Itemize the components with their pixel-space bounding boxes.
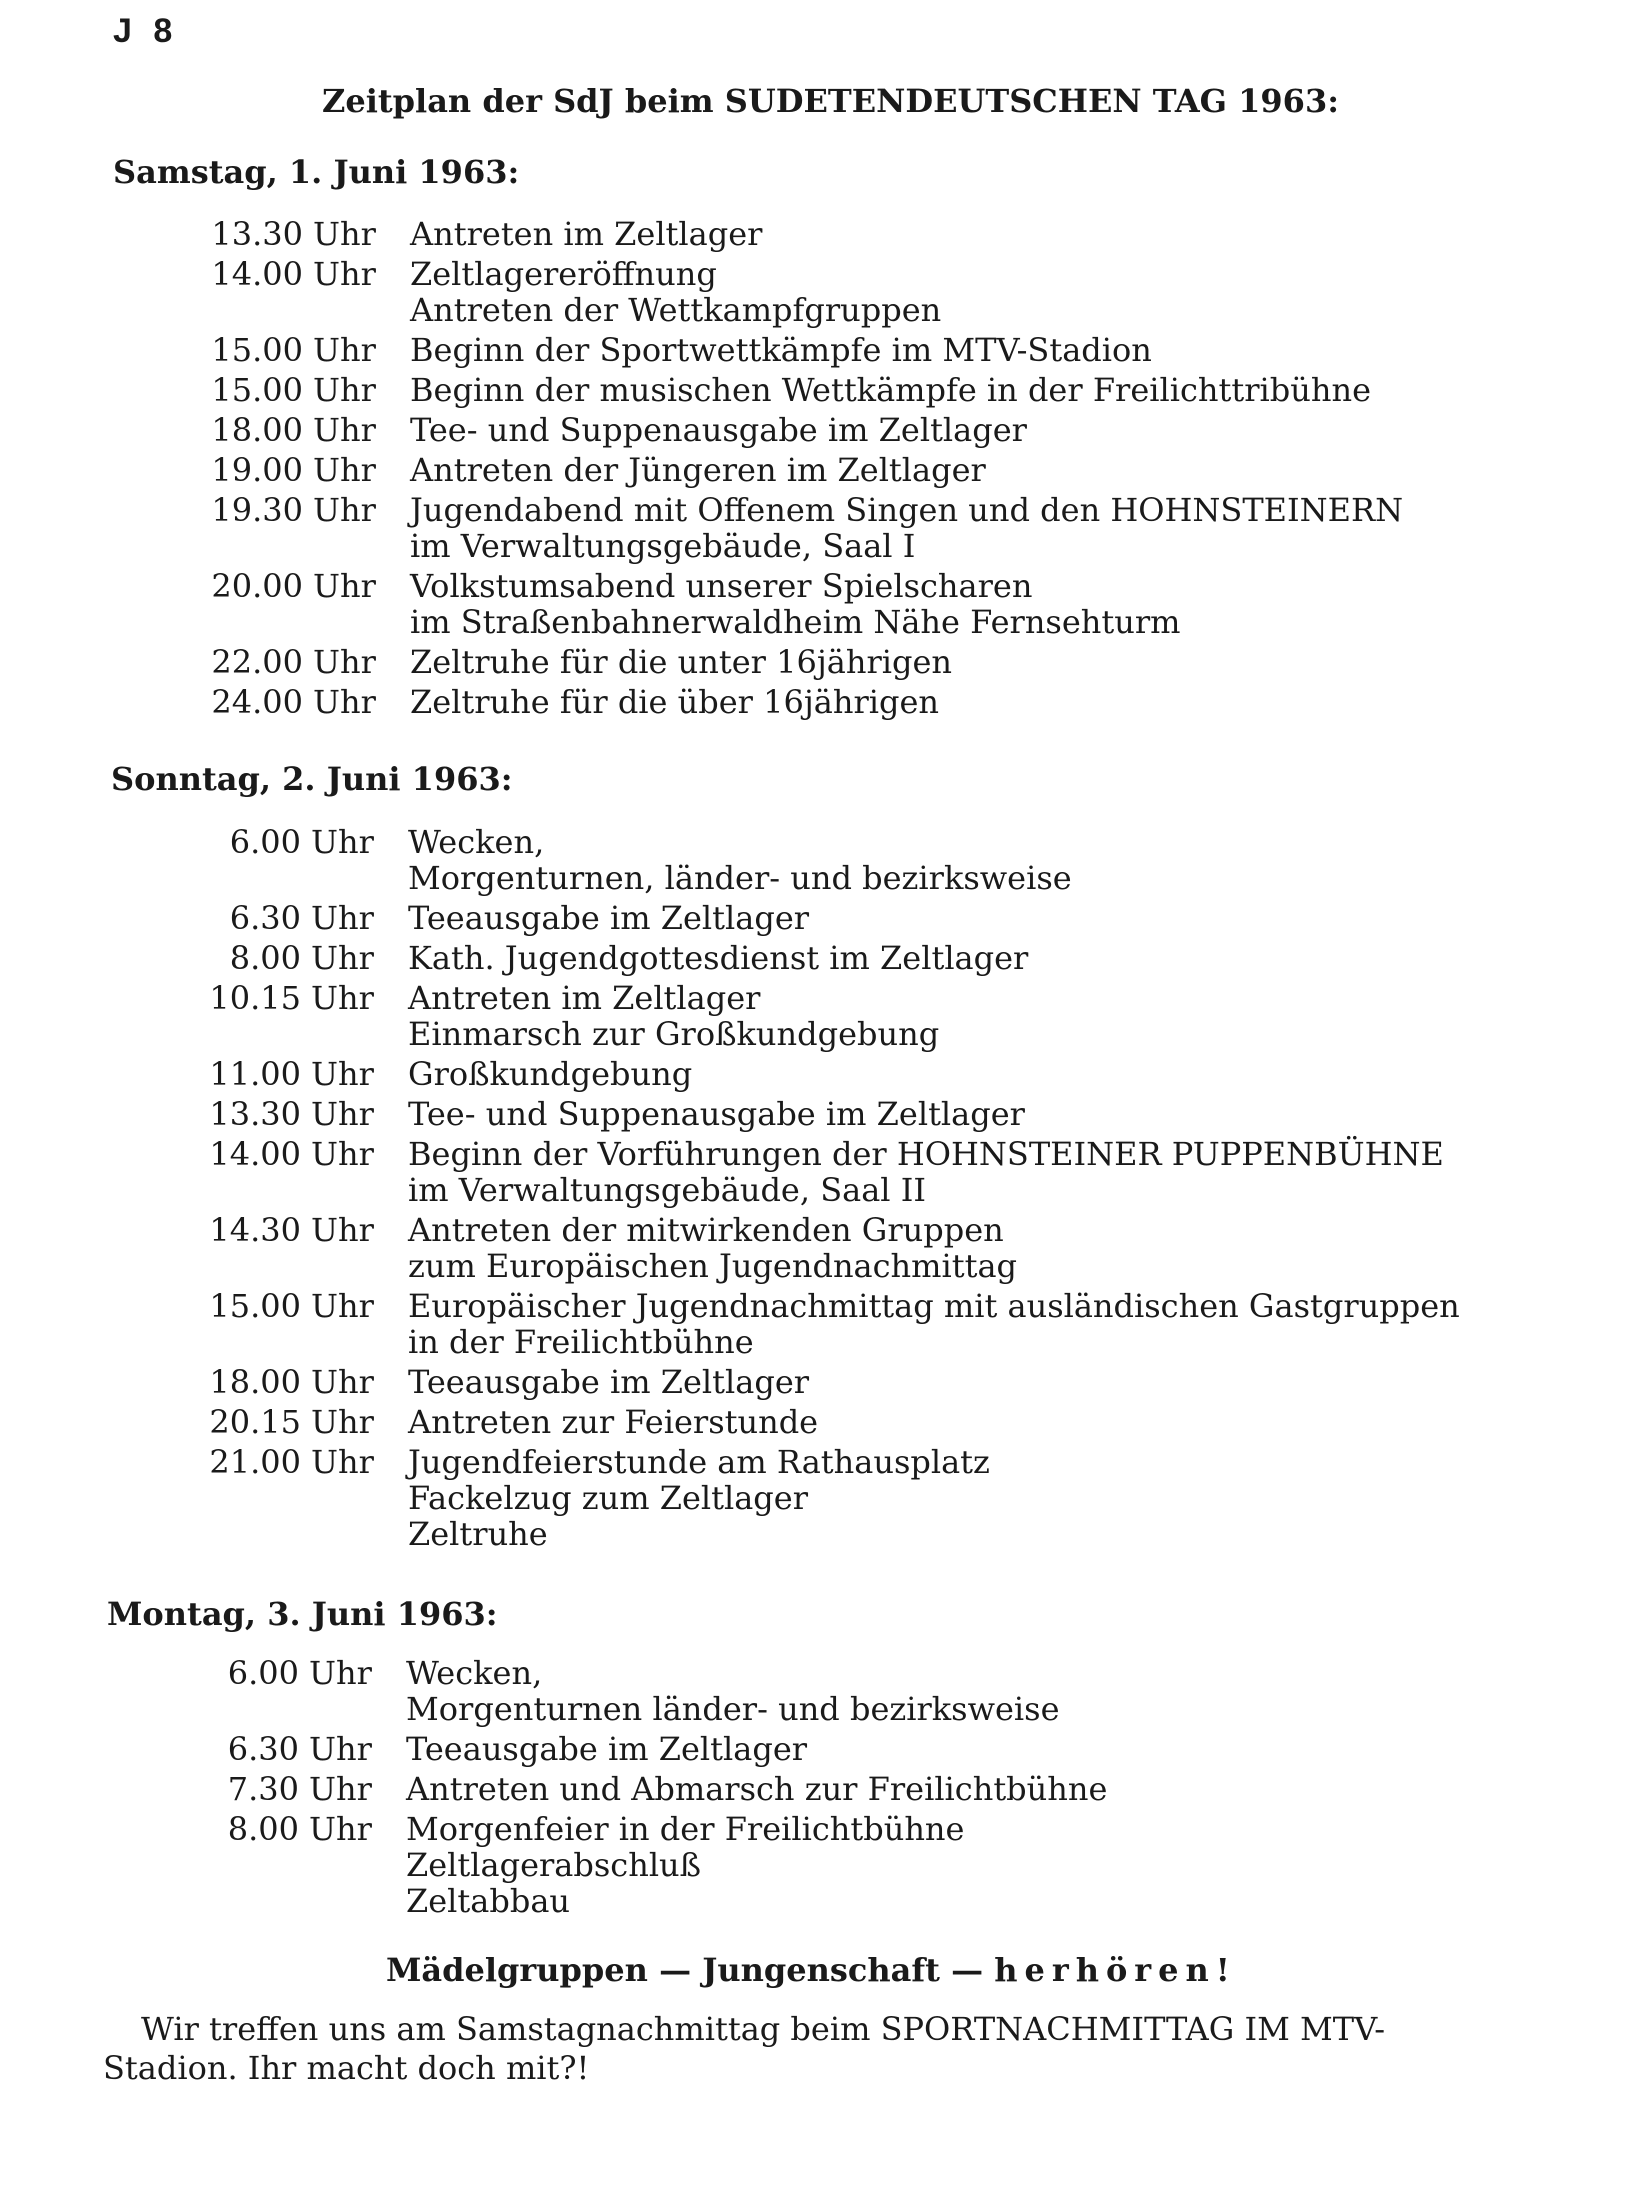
entry-description-line: im Verwaltungsgebäude, Saal I xyxy=(410,527,916,565)
entry-description-line: Antreten der Wettkampfgruppen xyxy=(410,291,942,329)
entry-time: 19.00 xyxy=(211,451,303,489)
entry-time: 6.00 xyxy=(229,823,301,861)
entry-description xyxy=(408,1096,1025,1132)
entry-description-line: Antreten zur Feierstunde xyxy=(408,1403,819,1441)
entry-time: 14.00 xyxy=(211,255,303,293)
entry-unit: Uhr xyxy=(313,331,376,369)
entry-description-line: Teeausgabe im Zeltlager xyxy=(408,899,810,937)
entry-description-line: Zeltruhe xyxy=(408,1515,548,1553)
entry-time: 7.30 xyxy=(227,1770,299,1808)
entry-unit: Uhr xyxy=(313,255,376,293)
entry-description xyxy=(408,940,1028,976)
entry-unit: Uhr xyxy=(309,1730,372,1768)
entry-description-line: Zeltlagerabschluß xyxy=(406,1846,702,1884)
entry-description xyxy=(408,1056,692,1092)
entry-description-line: Zeltruhe für die über 16jährigen xyxy=(410,683,940,721)
entry-unit: Uhr xyxy=(309,1810,372,1848)
notice-line-1: Wir treffen uns am Samstagnachmittag beim SPORTNACHMITTAG IM MTV- xyxy=(141,2010,1386,2048)
entry-description-line: zum Europäischen Jugendnachmittag xyxy=(408,1247,1018,1285)
entry-time: 6.30 xyxy=(227,1730,299,1768)
entry-time: 15.00 xyxy=(211,371,303,409)
entry-unit: Uhr xyxy=(313,643,376,681)
entry-description-line: Antreten der mitwirkenden Gruppen xyxy=(408,1211,1004,1249)
entry-time: 14.30 xyxy=(209,1211,301,1249)
entry-description-line: Wecken, xyxy=(408,823,545,861)
entry-description-line: Einmarsch zur Großkundgebung xyxy=(408,1015,940,1053)
entry-description-line: Antreten im Zeltlager xyxy=(410,215,763,253)
entry-description-line: Morgenturnen länder- und bezirksweise xyxy=(406,1690,1060,1728)
entry-description-line: Zeltruhe für die unter 16jährigen xyxy=(410,643,953,681)
notice-heading xyxy=(386,1951,1237,1989)
entry-description-line: Zeltlagereröffnung xyxy=(410,255,717,293)
entry-description xyxy=(410,684,939,720)
notice-body xyxy=(103,2010,1543,2088)
entry-description xyxy=(408,980,939,1052)
entry-time: 22.00 xyxy=(211,643,303,681)
entry-description xyxy=(406,1731,807,1767)
entry-unit: Uhr xyxy=(313,411,376,449)
entry-time: 11.00 xyxy=(209,1055,301,1093)
entry-time: 10.15 xyxy=(209,979,301,1017)
entry-unit: Uhr xyxy=(311,1287,374,1325)
entry-description-line: Beginn der Sportwettkämpfe im MTV-Stadion xyxy=(410,331,1152,369)
entry-unit: Uhr xyxy=(311,939,374,977)
entry-description xyxy=(410,256,941,328)
entry-description xyxy=(410,372,1371,408)
entry-time: 13.30 xyxy=(211,215,303,253)
entry-time: 19.30 xyxy=(211,491,303,529)
entry-unit: Uhr xyxy=(311,1363,374,1401)
notice-heading-call: herhören! xyxy=(994,1951,1237,1989)
entry-description xyxy=(408,1444,990,1552)
entry-description-line: Zeltabbau xyxy=(406,1882,570,1920)
entry-description xyxy=(408,1136,1444,1208)
entry-description-line: Beginn der musischen Wettkämpfe in der Freilichttribühne xyxy=(410,371,1371,409)
entry-unit: Uhr xyxy=(313,371,376,409)
entry-unit: Uhr xyxy=(311,979,374,1017)
entry-description-line: Jugendabend mit Offenem Singen und den HOHNSTEINERN xyxy=(410,491,1404,529)
entry-description-line: Jugendfeierstunde am Rathausplatz xyxy=(408,1443,990,1481)
entry-unit: Uhr xyxy=(311,1211,374,1249)
entry-description-line: Antreten und Abmarsch zur Freilichtbühne xyxy=(406,1770,1108,1808)
entry-description-line: Morgenfeier in der Freilichtbühne xyxy=(406,1810,965,1848)
entry-description xyxy=(410,492,1403,564)
entry-unit: Uhr xyxy=(313,567,376,605)
entry-description-line: im Straßenbahnerwaldheim Nähe Fernsehturm xyxy=(410,603,1181,641)
entry-time: 20.00 xyxy=(211,567,303,605)
entry-time: 21.00 xyxy=(209,1443,301,1481)
entry-time: 18.00 xyxy=(209,1363,301,1401)
entry-description xyxy=(410,452,986,488)
day-heading-saturday: Samstag, 1. Juni 1963: xyxy=(113,153,520,191)
entry-unit: Uhr xyxy=(313,451,376,489)
entry-description xyxy=(408,1288,1460,1360)
entry-time: 20.15 xyxy=(209,1403,301,1441)
entry-description xyxy=(408,1404,818,1440)
entry-time: 6.00 xyxy=(227,1654,299,1692)
entry-unit: Uhr xyxy=(311,1135,374,1173)
entry-description xyxy=(410,568,1181,640)
entry-time: 8.00 xyxy=(227,1810,299,1848)
entry-description-line: in der Freilichtbühne xyxy=(408,1323,754,1361)
entry-time: 15.00 xyxy=(211,331,303,369)
entry-description xyxy=(406,1655,1060,1727)
entry-description-line: Großkundgebung xyxy=(408,1055,693,1093)
entry-unit: Uhr xyxy=(313,683,376,721)
entry-description xyxy=(408,900,809,936)
entry-time: 14.00 xyxy=(209,1135,301,1173)
entry-description-line: Kath. Jugendgottesdienst im Zeltlager xyxy=(408,939,1029,977)
entry-description-line: Teeausgabe im Zeltlager xyxy=(408,1363,810,1401)
entry-description-line: Tee- und Suppenausgabe im Zeltlager xyxy=(408,1095,1025,1133)
entry-description xyxy=(410,412,1027,448)
entry-description xyxy=(408,1212,1017,1284)
entry-time: 13.30 xyxy=(209,1095,301,1133)
entry-description xyxy=(408,824,1072,896)
page-id: J 8 xyxy=(113,12,179,50)
entry-time: 15.00 xyxy=(209,1287,301,1325)
entry-time: 24.00 xyxy=(211,683,303,721)
entry-unit: Uhr xyxy=(311,1055,374,1093)
entry-description-line: Tee- und Suppenausgabe im Zeltlager xyxy=(410,411,1027,449)
entry-unit: Uhr xyxy=(313,491,376,529)
entry-time: 8.00 xyxy=(229,939,301,977)
entry-description-line: Teeausgabe im Zeltlager xyxy=(406,1730,808,1768)
entry-description xyxy=(408,1364,809,1400)
entry-unit: Uhr xyxy=(311,1403,374,1441)
entry-unit: Uhr xyxy=(311,823,374,861)
notice-heading-groups: Mädelgruppen — Jungenschaft — xyxy=(386,1951,984,1989)
entry-unit: Uhr xyxy=(311,899,374,937)
entry-description-line: Beginn der Vorführungen der HOHNSTEINER PUPPENBÜHNE xyxy=(408,1135,1444,1173)
entry-description-line: Morgenturnen, länder- und bezirksweise xyxy=(408,859,1072,897)
entry-description xyxy=(410,332,1152,368)
day-heading-monday: Montag, 3. Juni 1963: xyxy=(107,1595,498,1633)
entry-description xyxy=(406,1771,1107,1807)
entry-description-line: Antreten im Zeltlager xyxy=(408,979,761,1017)
notice-line-2: Stadion. Ihr macht doch mit?! xyxy=(103,2049,590,2087)
entry-unit: Uhr xyxy=(311,1443,374,1481)
entry-description-line: Volkstumsabend unserer Spielscharen xyxy=(410,567,1033,605)
entry-description xyxy=(410,216,762,252)
entry-unit: Uhr xyxy=(311,1095,374,1133)
entry-description-line: im Verwaltungsgebäude, Saal II xyxy=(408,1171,926,1209)
entry-unit: Uhr xyxy=(309,1770,372,1808)
entry-description xyxy=(406,1811,964,1919)
entry-description-line: Fackelzug zum Zeltlager xyxy=(408,1479,808,1517)
entry-description-line: Wecken, xyxy=(406,1654,543,1692)
day-heading-sunday: Sonntag, 2. Juni 1963: xyxy=(111,760,513,798)
entry-description-line: Antreten der Jüngeren im Zeltlager xyxy=(410,451,986,489)
entry-time: 18.00 xyxy=(211,411,303,449)
entry-description-line: Europäischer Jugendnachmittag mit ausländischen Gastgruppen xyxy=(408,1287,1460,1325)
entry-description xyxy=(410,644,952,680)
page-title: Zeitplan der SdJ beim SUDETENDEUTSCHEN TAG 1963: xyxy=(322,82,1340,120)
entry-unit: Uhr xyxy=(309,1654,372,1692)
entry-unit: Uhr xyxy=(313,215,376,253)
entry-time: 6.30 xyxy=(229,899,301,937)
